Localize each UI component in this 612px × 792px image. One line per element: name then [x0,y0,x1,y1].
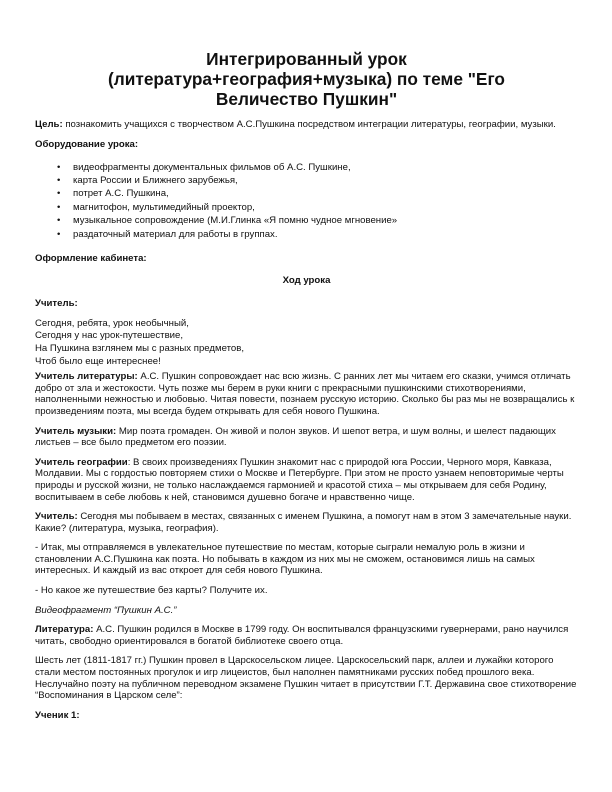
teacher2-label: Учитель: [35,511,78,523]
list-item: • магнитофон, мультимедийный проектор, [73,201,578,214]
teacher2-paragraph [35,511,578,534]
geo-teacher-text: : В своих произведениях Пушкин знакомит нас с природой юга России, Черного моря, Кавказа, Молдавии. Мы с гордостью повторяем стихи о Москве и Петербурге. При этом не просто узнаем неповторимые черты природы и русской жизни, не только наслаждаемся гармонией и красотой стиха – мы открываем для себя Родину, воспитываем в себе любовь к ней, становимся душевно богаче и нравственно чище. [35,456,564,503]
list-item: • карта России и Ближнего зарубежья, [73,174,578,187]
room-heading: Оформление кабинета: [35,253,147,265]
equipment-list [35,161,578,241]
teacher2-text: Сегодня мы побываем в местах, связанных с именем Пушкина, а помогут нам в этом 3 замечательные науки. Какие? (литература, музыка, география). [35,511,572,534]
list-item: • видеофрагменты документальных фильмов об А.С. Пушкине, [73,161,578,174]
literature-text: А.С. Пушкин родился в Москве в 1799 году. Он воспитывался французскими гувернерами, рано научился читать, свободно ориентировался в богатой библиотеке своего отца. [35,624,569,647]
title-line-1: Интегрированный урок [206,49,407,69]
geo-teacher-label: Учитель географии [35,456,128,468]
goal-label: Цель: [35,119,63,131]
list-item: • раздаточный материал для работы в группах. [73,228,578,241]
video-caption: Видеофрагмент “Пушкин А.С.” [35,604,177,616]
lit-teacher-paragraph [35,371,578,417]
list-item: • музыкальное сопровождение (М.И.Глинка «Я помню чудное мгновение» [73,214,578,227]
music-teacher-paragraph [35,426,578,449]
title-line-2: (литература+география+музыка) по теме "Его [108,68,505,89]
goal-text: познакомить учащихся с творчеством А.С.Пушкина посредством интеграции литературы, географии, музыки. [62,119,556,131]
lyceum-paragraph: Шесть лет (1811-1817 гг.) Пушкин провел в Царскосельском лицее. Царскосельский парк, аллеи и лужайки которого стали местом постоянных прогулок и игр лицеистов, был наполнен памятниками русских побед прошлого века. Неслучайно поэту на публичном переводном экзамене Пушкин читает в присутствии Г.Т. Державина свое стихотворение “Воспоминания в Царском селе”: [35,655,577,702]
teacher-label [35,298,578,310]
map-paragraph: - Но какое же путешествие без карты? Получите их. [35,585,268,597]
music-teacher-label: Учитель музыки: [35,425,117,437]
equipment-heading: Оборудование урока: [35,138,139,150]
student1-label [35,710,578,722]
literature-label: Литература: [35,624,94,636]
title-line-3: Величество Пушкин" [215,88,398,109]
poem [35,318,578,368]
poem-line: На Пушкина взглянем мы с разных предметов, [35,342,245,354]
travel-paragraph: - Итак, мы отправляемся в увлекательное путешествие по местам, которые сыграли немалую роль в жизни и становлении А.С.Пушкина как поэта. Но побывать в каждом из них мы не сможем, остановимся лишь на самых интересных. И каждый из вас откроет для себя нового Пушкина. [35,542,535,577]
lit-teacher-label: Учитель литературы: [35,371,138,383]
music-teacher-text: Мир поэта громаден. Он живой и полон звуков. И шепот ветра, и шум волны, и шелест падающих листьев – все было предметом его поэзии. [35,425,556,449]
literature-paragraph [35,624,578,647]
poem-line: Сегодня, ребята, урок необычный, [35,317,189,329]
goal-paragraph [35,119,578,131]
list-item: • потрет А.С. Пушкина, [73,187,578,200]
lit-teacher-text: А.С. Пушкин сопровождает нас всю жизнь. С ранних лет мы читаем его сказки, учимся отличать добро от зла и жестокости. Чуть позже мы берем в руки книги с прекрасными пушкинскими стихотворениями, наполненными нежностью и любовью. Читая повести, познаем русскую историю. Сколько бы раз мы не возвращались к произведениям поэта, мы всегда будем открывать для себя нового Пушкина. [35,371,575,417]
geo-teacher-paragraph [35,457,578,503]
poem-line: Сегодня у нас урок-путешествие, [35,330,184,342]
lesson-heading: Ход урока [282,274,331,286]
student1-label-text: Ученик 1: [35,709,80,721]
page-title [35,50,578,109]
document-page [35,50,578,729]
teacher-label-text: Учитель: [35,298,78,310]
poem-line: Чтоб было еще интереснее! [35,355,161,367]
